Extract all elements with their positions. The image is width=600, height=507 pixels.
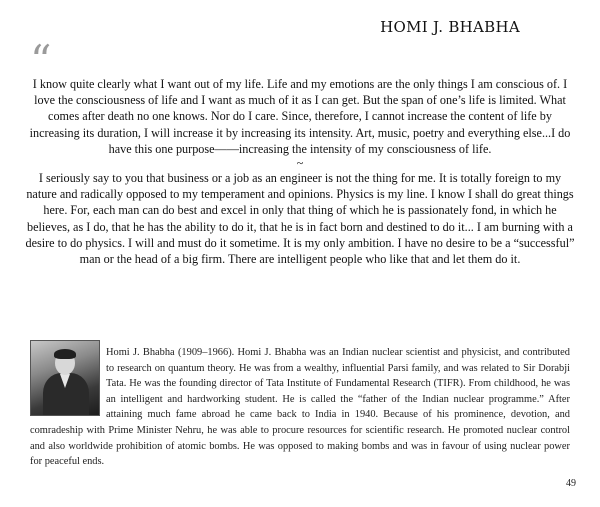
biography-paragraph [30,345,570,470]
quote-paragraph-1: I know quite clearly what I want out of my life. Life and my emotions are the only things I am conscious of. I love the consciousness of life and I want as much of it as I can get. But the span of one’s life is limited. What comes after death no one knows. Nor do I care. Since, therefore, I cannot increase the content of life by increasing its duration, I will increase it by increasing its intensity. Art, music, poetry and everything else...I do have this one purpose——increasing the intensity of my consciousness of life. [29,77,571,156]
quote-block [24,76,576,267]
quote-separator: ~ [296,156,304,171]
biography-text: Homi J. Bhabha (1909–1966). Homi J. Bhabha was an Indian nuclear scientist and physicist, and contributed to research on quantum theory. He was from a wealthy, influential Parsi family, and was related to Sir Dorabji Tata. He was the founding director of Tata Institute of Fundamental Research (TIFR). From childhood, he was an intelligent and hardworking student. He is called the “father of the Indian nuclear programme.” After attaining much fame abroad he came back to India in 1940. Because of his prominence, devotion, and comradeship with Prime Minister Nehru, he was able to procure resources for scientific research. He promoted nuclear control and also worldwide prohibition of atomic bombs. He was opposed to making bombs and was in favour of using nuclear power for peaceful ends. [30,347,570,468]
page-header-title: HOMI J. BHABHA [380,18,520,36]
quote-mark-icon: “ [30,36,52,85]
quote-paragraph-2: I seriously say to you that business or a job as an engineer is not the thing for me. It is totally foreign to my nature and radically opposed to my temperament and opinions. Physics is my line. I know I shall do great things here. For, each man can do best and excel in only that thing of which he is passionately fond, in which he believes, as I do, that he has the ability to do it, that he is in fact born and destined to do it... I am burning with a desire to do physics. I will and must do it sometime. It is my only ambition. I have no desire to be a “successful” man or the head of a big firm. There are intelligent people who like that and let them do it. [25,171,575,267]
page-number: 49 [566,478,576,489]
